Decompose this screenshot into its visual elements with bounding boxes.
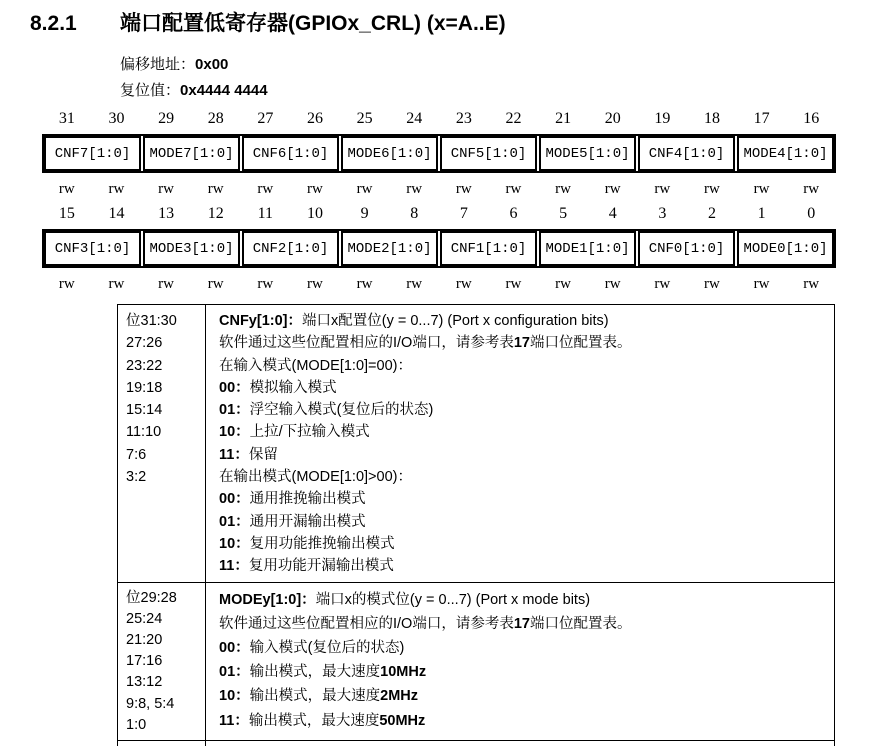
description-bold-segment: 2MHz xyxy=(380,688,419,705)
bit-number: 12 xyxy=(207,205,224,222)
offset-address-line xyxy=(120,52,870,78)
description-segment: 端口x配置位(y = 0...7) (Port x configuration bits) xyxy=(301,313,609,329)
section-heading xyxy=(30,10,870,38)
description-segment: 输入模式(复位后的状态) xyxy=(249,639,405,656)
bit-number: 10 xyxy=(306,205,323,222)
access-type: rw xyxy=(555,276,571,292)
bit-number: 27 xyxy=(257,110,274,127)
access-type: rw xyxy=(604,276,621,292)
description-segment: 复用功能推挽输出模式 xyxy=(249,535,395,552)
description-line xyxy=(219,377,824,399)
access-type: rw xyxy=(753,181,770,197)
description-bold-segment: 10MHz xyxy=(380,664,427,681)
description-segment: 软件通过这些位配置相应的I/O端口，请参考表 xyxy=(219,615,514,632)
table-next-row-cropped xyxy=(118,741,834,746)
description-line xyxy=(219,511,824,533)
description-segment: 在输入模式(MODE[1:0]=00)： xyxy=(219,357,412,374)
bit-field-cell: CNF6[1:0] xyxy=(242,136,339,171)
description-segment: 端口x的模式位(y = 0...7) (Port x mode bits) xyxy=(315,591,591,608)
bit-number: 8 xyxy=(410,205,419,222)
description-segment: 浮空输入模式(复位后的状态) xyxy=(249,402,434,419)
cropped-description-cell xyxy=(206,741,834,746)
description-bold-segment: 11： xyxy=(219,446,249,463)
bit-number: 25 xyxy=(356,110,373,127)
description-segment: 通用开漏输出模式 xyxy=(249,513,366,530)
access-type: rw xyxy=(257,276,274,292)
access-type: rw xyxy=(803,276,820,292)
access-type: rw xyxy=(207,276,224,292)
access-type: rw xyxy=(406,276,423,292)
access-type: rw xyxy=(108,181,125,197)
register-diagram-bits-31-16 xyxy=(42,110,836,199)
bit-field-cell: CNF0[1:0] xyxy=(638,231,735,266)
bit-numbers-row-high xyxy=(42,110,836,130)
bit-number: 17 xyxy=(753,110,770,127)
bit-number: 28 xyxy=(207,110,224,127)
description-bold-segment: 10： xyxy=(219,424,250,441)
bit-range-line: 9:8, 5:4 xyxy=(126,695,175,712)
access-type: rw xyxy=(803,181,820,197)
bit-range-line: 位29:28 xyxy=(126,589,177,606)
bit-field-cell: MODE6[1:0] xyxy=(341,136,438,171)
bit-field-cell: MODE0[1:0] xyxy=(737,231,834,266)
description-line xyxy=(219,488,824,510)
mode-description xyxy=(206,583,834,740)
access-type: rw xyxy=(108,276,125,292)
access-type: rw xyxy=(307,276,323,292)
bit-range-line: 位31:30 xyxy=(126,313,177,329)
description-segment: 上拉/下拉输入模式 xyxy=(249,424,370,441)
register-diagram-bits-15-0 xyxy=(42,205,836,294)
bit-field-cell: CNF2[1:0] xyxy=(242,231,339,266)
description-bold-segment: 11： xyxy=(219,712,249,729)
bit-number: 18 xyxy=(703,110,720,127)
bit-field-cell: MODE2[1:0] xyxy=(341,231,438,266)
access-type: rw xyxy=(257,181,274,197)
description-bold-segment: 17 xyxy=(513,615,530,632)
description-line xyxy=(219,660,824,684)
bit-number: 0 xyxy=(807,205,816,222)
bit-number: 21 xyxy=(555,110,572,127)
description-bold-segment: 10： xyxy=(219,688,250,705)
access-type: rw xyxy=(704,181,720,197)
access-type: rw xyxy=(58,276,75,292)
description-segment: 保留 xyxy=(248,446,278,463)
bit-field-cell: MODE5[1:0] xyxy=(539,136,636,171)
access-type: rw xyxy=(604,181,621,197)
bit-numbers-row-low xyxy=(42,205,836,225)
bit-number: 9 xyxy=(360,205,369,222)
bit-number: 14 xyxy=(108,205,125,222)
access-type: rw xyxy=(356,276,373,292)
bit-number: 26 xyxy=(306,110,323,127)
description-line xyxy=(219,399,824,421)
access-type: rw xyxy=(207,181,224,197)
bit-number: 2 xyxy=(707,205,716,222)
access-type: rw xyxy=(356,181,373,197)
bit-number: 6 xyxy=(509,205,518,222)
bit-number: 7 xyxy=(459,205,468,222)
bit-field-cell: MODE3[1:0] xyxy=(143,231,240,266)
reset-value-line xyxy=(120,78,870,104)
description-line xyxy=(219,709,824,733)
bit-number: 29 xyxy=(158,110,175,127)
mode-bit-ranges xyxy=(118,583,206,740)
access-type: rw xyxy=(455,181,472,197)
bit-field-cell: MODE7[1:0] xyxy=(143,136,240,171)
description-bold-segment: 11： xyxy=(219,558,249,575)
cnf-description-row xyxy=(118,305,834,583)
access-type: rw xyxy=(158,181,174,197)
bit-number: 11 xyxy=(257,205,274,222)
offset-address-value: 0x00 xyxy=(195,56,229,73)
bit-description-table xyxy=(117,304,835,746)
bit-range-line: 15:14 xyxy=(126,402,163,419)
cnf-description xyxy=(206,305,834,582)
register-meta xyxy=(120,52,870,104)
bit-range-line: 13:12 xyxy=(126,674,163,691)
access-type: rw xyxy=(158,276,174,292)
bit-number: 15 xyxy=(58,205,75,222)
bit-range-line: 23:22 xyxy=(126,357,163,374)
bit-number: 23 xyxy=(455,110,472,127)
description-segment: 复用功能开漏输出模式 xyxy=(248,558,394,575)
section-number: 8.2.1 xyxy=(30,12,77,35)
access-type: rw xyxy=(406,181,423,197)
access-types-row-high xyxy=(42,181,836,199)
description-segment: 端口位配置表。 xyxy=(529,615,632,632)
access-type: rw xyxy=(455,276,472,292)
bit-number: 5 xyxy=(559,205,568,222)
description-line xyxy=(219,555,824,577)
bit-range-line: 1:0 xyxy=(126,716,147,733)
bit-number: 22 xyxy=(505,110,522,127)
description-line xyxy=(219,533,824,555)
description-line xyxy=(219,421,824,443)
access-type: rw xyxy=(654,181,671,197)
description-bold-segment: 17 xyxy=(513,335,530,352)
description-segment: 模拟输入模式 xyxy=(249,379,337,396)
description-segment: 软件通过这些位配置相应的I/O端口，请参考表 xyxy=(219,335,514,352)
access-type: rw xyxy=(505,276,522,292)
page-title: 端口配置低寄存器(GPIOx_CRL) (x=A..E) xyxy=(120,12,506,35)
bit-number: 19 xyxy=(654,110,671,127)
access-type: rw xyxy=(505,181,522,197)
description-bold-segment: 01： xyxy=(219,513,250,530)
description-line xyxy=(219,332,824,354)
description-line xyxy=(219,588,824,612)
access-type: rw xyxy=(753,276,770,292)
cnf-bit-ranges xyxy=(118,305,206,582)
description-line xyxy=(219,684,824,708)
bit-number: 31 xyxy=(58,110,75,127)
access-type: rw xyxy=(555,181,571,197)
bit-field-cell: CNF4[1:0] xyxy=(638,136,735,171)
bit-number: 13 xyxy=(158,205,175,222)
bit-number: 24 xyxy=(406,110,423,127)
bit-number: 20 xyxy=(604,110,621,127)
description-segment: 输出模式，最大速度 xyxy=(249,664,381,681)
bit-range-line: 25:24 xyxy=(126,610,163,627)
description-segment: 端口位配置表。 xyxy=(529,335,632,352)
description-bold-segment: 01： xyxy=(219,402,250,419)
access-types-row-low xyxy=(42,276,836,294)
bit-range-line: 3:2 xyxy=(126,469,147,486)
description-bold-segment: CNFy[1:0]： xyxy=(219,313,302,329)
bit-field-cell: CNF7[1:0] xyxy=(44,136,141,171)
bit-number: 3 xyxy=(658,205,667,222)
bit-number: 4 xyxy=(608,205,617,222)
access-type: rw xyxy=(307,181,323,197)
bit-field-cell: CNF3[1:0] xyxy=(44,231,141,266)
access-type: rw xyxy=(58,181,75,197)
access-type: rw xyxy=(654,276,671,292)
bit-range-line: 21:20 xyxy=(126,631,163,648)
reset-value-value: 0x4444 4444 xyxy=(180,82,268,99)
bit-fields-row-high xyxy=(42,134,836,173)
description-line xyxy=(219,636,824,660)
bit-number: 16 xyxy=(803,110,820,127)
description-segment: 通用推挽输出模式 xyxy=(249,491,366,508)
description-line xyxy=(219,466,824,488)
bit-number: 30 xyxy=(108,110,125,127)
bit-field-cell: MODE4[1:0] xyxy=(737,136,834,171)
description-segment: 输出模式，最大速度 xyxy=(248,712,380,729)
description-bold-segment: 00： xyxy=(219,491,250,508)
mode-description-row xyxy=(118,583,834,741)
description-line xyxy=(219,310,824,332)
bit-field-cell: CNF1[1:0] xyxy=(440,231,537,266)
description-bold-segment: 50MHz xyxy=(379,712,426,729)
bit-field-cell: MODE1[1:0] xyxy=(539,231,636,266)
bit-fields-row-low xyxy=(42,229,836,268)
bit-range-line: 27:26 xyxy=(126,335,163,352)
description-bold-segment: 01： xyxy=(219,664,250,681)
description-line xyxy=(219,612,824,636)
description-line xyxy=(219,444,824,466)
description-segment: 在输出模式(MODE[1:0]>00)： xyxy=(219,469,412,486)
offset-address-label: 偏移地址： xyxy=(120,56,196,73)
description-bold-segment: 10： xyxy=(219,535,250,552)
description-segment: 输出模式，最大速度 xyxy=(249,688,381,705)
bit-number: 1 xyxy=(757,205,766,222)
description-bold-segment: 00： xyxy=(219,379,250,396)
description-bold-segment: MODEy[1:0]： xyxy=(219,591,316,608)
description-line xyxy=(219,355,824,377)
reset-value-label: 复位值： xyxy=(120,82,181,99)
bit-range-line: 19:18 xyxy=(126,379,163,396)
bit-range-line: 11:10 xyxy=(126,424,162,441)
bit-range-line: 17:16 xyxy=(126,653,163,670)
bit-range-line: 7:6 xyxy=(126,446,147,463)
access-type: rw xyxy=(704,276,720,292)
bit-field-cell: CNF5[1:0] xyxy=(440,136,537,171)
description-bold-segment: 00： xyxy=(219,639,250,656)
cropped-bit-range-cell xyxy=(118,741,206,746)
